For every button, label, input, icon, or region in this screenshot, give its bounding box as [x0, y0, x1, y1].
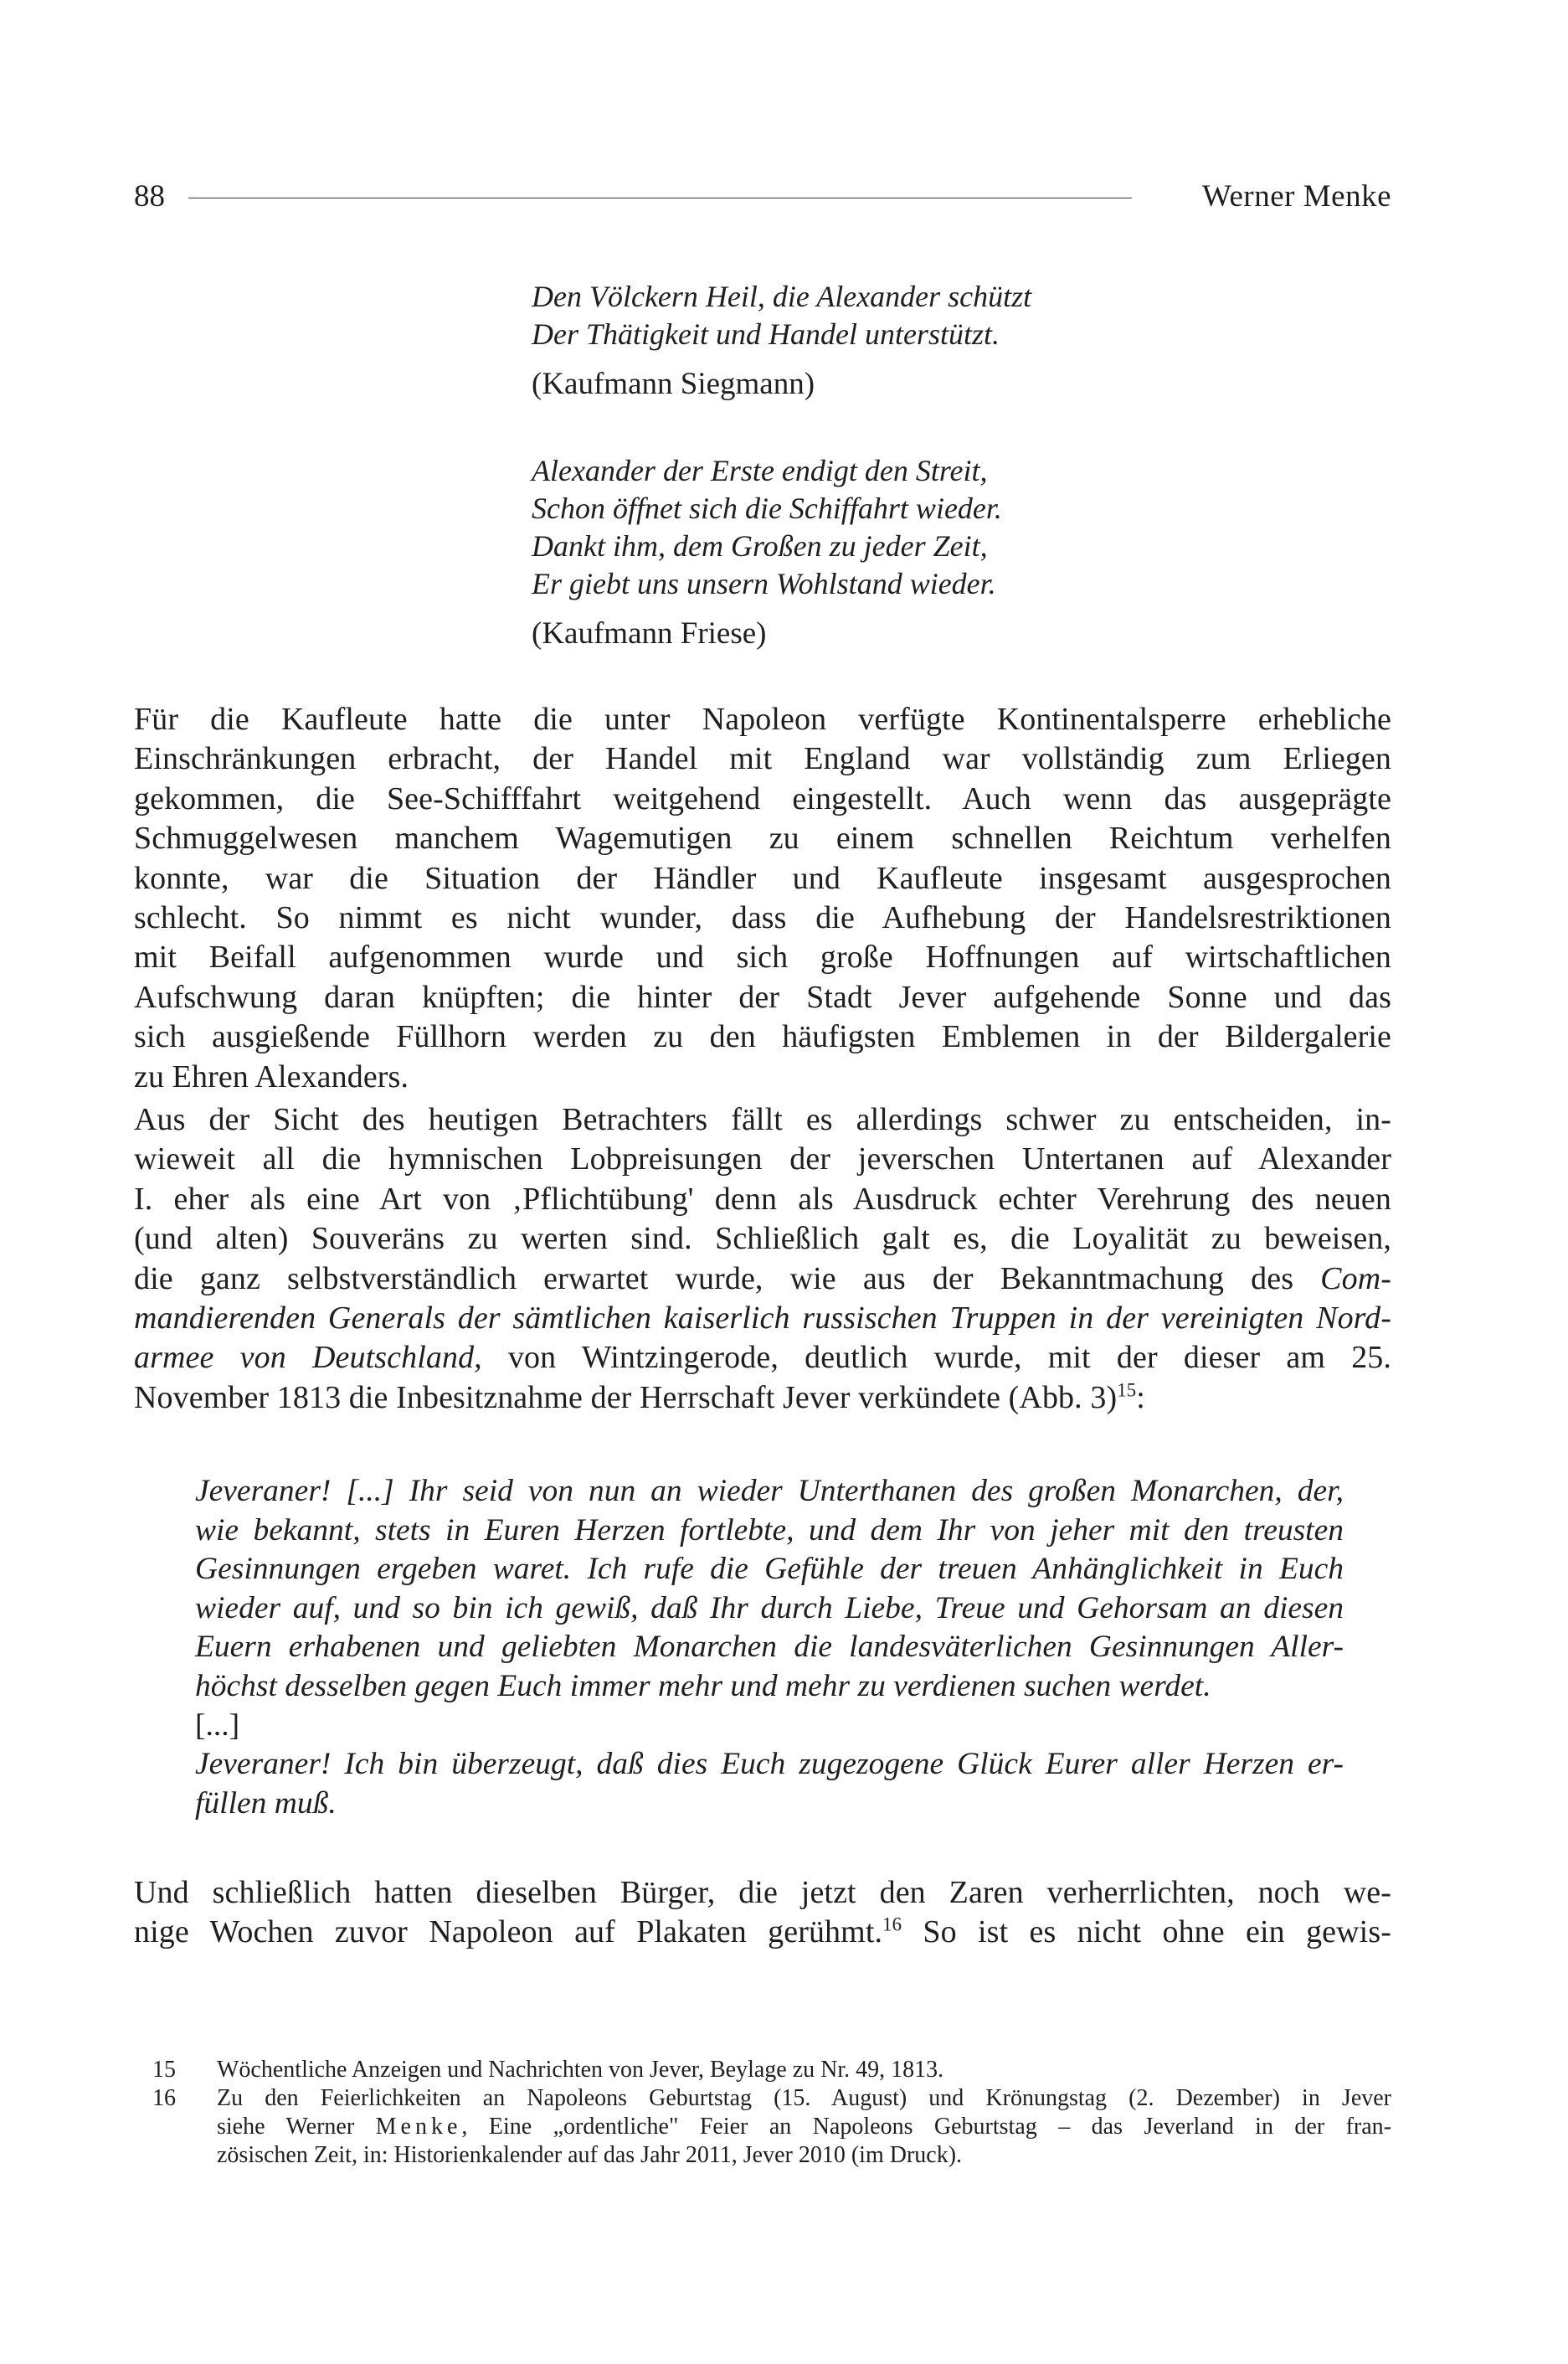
- footnote-text: Wöchentliche Anzeigen und Nachrichten von Jever, Beylage zu Nr. 49, 1813.: [217, 2057, 944, 2083]
- quote-line: Jeveraner! Ich bin überzeugt, daß dies Euch zugezogene Glück Eurer aller Herzen er-: [195, 1747, 1344, 1782]
- block-quote-proclamation: [195, 1472, 1344, 1823]
- text-line: gekommen, die See-Schifffahrt weitgehend eingestellt. Auch wenn das ausgeprägte: [134, 780, 1391, 816]
- running-header: [134, 172, 1391, 222]
- text-line: schlecht. So nimmt es nicht wunder, dass die Aufhebung der Handelsrestriktionen: [134, 899, 1391, 935]
- footnote-number: 16: [152, 2085, 176, 2111]
- verse-line: Dankt ihm, dem Großen zu jeder Zeit,: [532, 529, 988, 563]
- text-line: [134, 1259, 1391, 1299]
- text-line: Einschränkungen erbracht, der Handel mit England war vollständig zum Erliegen: [134, 741, 1391, 777]
- italic-title: armee von Deutschland,: [134, 1340, 482, 1376]
- text-line: [134, 1378, 1391, 1418]
- text-line: Schmuggelwesen manchem Wagemutigen zu einem schnellen Reichtum verhelfen: [134, 821, 1391, 857]
- verse-source: (Kaufmann Siegmann): [532, 367, 815, 401]
- text-line: [134, 1913, 1391, 1952]
- quote-line: Euern erhabenen und geliebten Monarchen die landesväterlichen Gesinnungen Aller-: [195, 1630, 1344, 1665]
- text-run: :: [1136, 1379, 1145, 1415]
- verse-line: Schon öffnet sich die Schiffahrt wieder.: [532, 492, 1002, 525]
- footnotes: [134, 2056, 1391, 2170]
- quote-line: füllen muß.: [195, 1785, 337, 1821]
- verse-friese: [532, 452, 1369, 652]
- italic-title: mandierenden Generals der sämtlichen kaiserlich russischen Truppen in der vereinigten Nord-: [134, 1300, 1391, 1336]
- text-line: [134, 1338, 1391, 1378]
- verse-source: (Kaufmann Friese): [532, 616, 767, 651]
- running-author: Werner Menke: [1202, 179, 1391, 214]
- footnote-text: [217, 2113, 1391, 2141]
- text-run: die ganz selbstverständlich erwartet wurde, wie aus der Bekanntmachung des: [134, 1260, 1321, 1296]
- verse-line: Der Thätigkeit und Handel unterstützt.: [532, 317, 1000, 351]
- text-line: Aufschwung daran knüpften; die hinter der Stadt Jever aufgehende Sonne und das: [134, 979, 1391, 1015]
- quote-line: Gesinnungen ergeben waret. Ich rufe die Gefühle der treuen Anhänglichkeit in Euch: [195, 1552, 1344, 1587]
- verse-line: Er giebt uns unsern Wohlstand wieder.: [532, 567, 996, 600]
- footnote-16: [134, 2084, 1391, 2170]
- footnote-number: 15: [152, 2057, 176, 2083]
- text-run: So ist es nicht ohne ein gewis-: [902, 1914, 1391, 1950]
- italic-title: Com-: [1320, 1260, 1391, 1296]
- text-run: November 1813 die Inbesitznahme der Herrschaft Jever verkündete (Abb. 3): [134, 1379, 1118, 1415]
- quote-ellipsis: [...]: [195, 1707, 240, 1743]
- footnote-text: Zu den Feierlichkeiten an Napoleons Geburtstag (15. August) und Krönungstag (2. Dezember) in Jever: [217, 2085, 1391, 2111]
- text-line: [134, 1299, 1391, 1338]
- text-line: (und alten) Souveräns zu werten sind. Schließlich galt es, die Loyalität zu beweisen,: [134, 1221, 1391, 1257]
- text-run: von Wintzingerode, deutlich wurde, mit der dieser am 25.: [481, 1340, 1391, 1376]
- text-run: , Eine „ordentliche" Feier an Napoleons Geburtstag – das Jeverland in der fran-: [461, 2114, 1392, 2140]
- quote-line: höchst desselben gegen Euch immer mehr und mehr zu verdienen suchen werdet.: [195, 1668, 1211, 1703]
- text-line: I. eher als eine Art von ‚Pflichtübung' denn als Ausdruck echter Verehrung des neuen: [134, 1181, 1391, 1217]
- text-line: sich ausgießende Füllhorn werden zu den häufigsten Emblemen in der Bildergalerie: [134, 1019, 1391, 1055]
- paragraph-kaufleute: [134, 700, 1391, 1097]
- paragraph-buerger: [134, 1873, 1391, 1953]
- text-line: zu Ehren Alexanders.: [134, 1058, 409, 1094]
- quote-line: wie bekannt, stets in Euren Herzen fortlebte, und dem Ihr von jeher mit den treusten: [195, 1512, 1344, 1548]
- author-name-spaced: Menke: [375, 2114, 462, 2140]
- footnote-text: zösischen Zeit, in: Historienkalender auf das Jahr 2011, Jever 2010 (im Druck).: [217, 2142, 963, 2168]
- text-line: Und schließlich hatten dieselben Bürger, die jetzt den Zaren verherrlichten, noch we-: [134, 1875, 1391, 1910]
- footnote-ref-16: 16: [882, 1913, 902, 1935]
- text-run: siehe Werner: [217, 2114, 376, 2140]
- text-line: mit Beifall aufgenommen wurde und sich große Hoffnungen auf wirtschaftlichen: [134, 940, 1391, 976]
- verse-siegmann: [532, 278, 1369, 403]
- footnote-ref-15: 15: [1117, 1379, 1137, 1401]
- verse-line: Alexander der Erste endigt den Streit,: [532, 454, 988, 487]
- text-line: Für die Kaufleute hatte die unter Napoleon verfügte Kontinentalsperre erhebliche: [134, 702, 1391, 737]
- text-run: nige Wochen zuvor Napoleon auf Plakaten gerühmt.: [134, 1914, 883, 1950]
- paragraph-betrachter: [134, 1100, 1391, 1418]
- text-line: Aus der Sicht des heutigen Betrachters fällt es allerdings schwer zu entscheiden, in-: [134, 1102, 1391, 1137]
- text-line: konnte, war die Situation der Händler und Kaufleute insgesamt ausgesprochen: [134, 860, 1391, 896]
- quote-line: wieder auf, und so bin ich gewiß, daß Ihr durch Liebe, Treue und Gehorsam an diesen: [195, 1590, 1344, 1625]
- quote-line: Jeveraner! [...] Ihr seid von nun an wieder Unterthanen des großen Monarchen, der,: [195, 1474, 1344, 1508]
- verse-line: Den Völckern Heil, die Alexander schützt: [532, 280, 1032, 313]
- footnote-15: [134, 2056, 1391, 2084]
- page-number: 88: [134, 179, 165, 214]
- text-line: wieweit all die hymnischen Lobpreisungen der jeverschen Untertanen auf Alexander: [134, 1141, 1391, 1177]
